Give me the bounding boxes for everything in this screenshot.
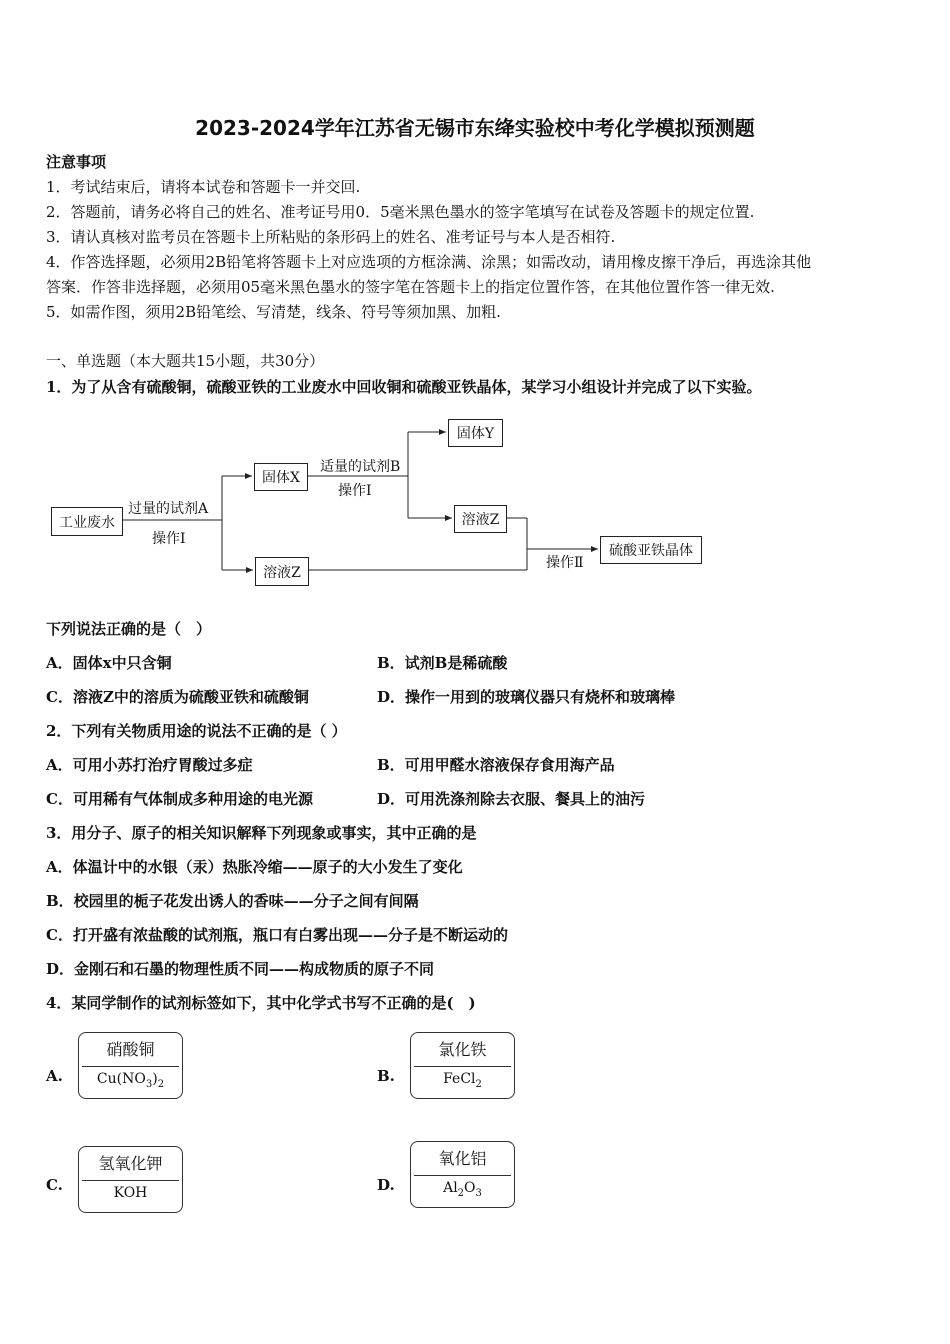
reagent-a-label: 过量的试剂A xyxy=(128,501,209,517)
label-name: 硝酸铜 xyxy=(106,1040,155,1059)
solid-y-box: 固体Y xyxy=(448,419,503,447)
label-divider xyxy=(414,1175,511,1176)
q3-stem: 3．用分子、原子的相关知识解释下列现象或事实，其中正确的是 xyxy=(46,824,477,842)
q4-letter-d: D. xyxy=(377,1176,395,1194)
q1-option-b: B．试剂B是稀硫酸 xyxy=(377,654,508,672)
q3-option-c: C．打开盛有浓盐酸的试剂瓶，瓶口有白雾出现——分子是不断运动的 xyxy=(46,926,508,944)
q1-option-d: D．操作一用到的玻璃仪器只有烧杯和玻璃棒 xyxy=(377,688,676,706)
q2-stem: 2．下列有关物质用途的说法不正确的是（ ） xyxy=(46,722,347,740)
section-heading: 一、单选题（本大题共15小题，共30分） xyxy=(46,352,325,370)
notice-heading: 注意事项 xyxy=(46,153,107,171)
reagent-label-b xyxy=(410,1032,515,1099)
q2-option-a: A．可用小苏打治疗胃酸过多症 xyxy=(46,756,253,774)
label-divider xyxy=(82,1180,179,1181)
q3-option-a: A．体温计中的水银（汞）热胀冷缩——原子的大小发生了变化 xyxy=(46,858,463,876)
label-formula: $Cu(NO_3)_2$ xyxy=(96,1071,165,1090)
q2-option-d: D．可用洗涤剂除去衣服、餐具上的油污 xyxy=(377,790,646,808)
notice-item: 答案．作答非选择题，必须用05毫米黑色墨水的签字笔在答题卡上的指定位置作答，在其他位置作答一律无效. xyxy=(46,278,775,296)
reagent-b-label: 适量的试剂B xyxy=(320,459,401,475)
q4-letter-c: C. xyxy=(46,1176,63,1194)
label-name: 氧化铝 xyxy=(438,1149,487,1168)
q1-stem: 1．为了从含有硫酸铜，硫酸亚铁的工业废水中回收铜和硫酸亚铁晶体，某学习小组设计并完成了以下实验。 xyxy=(46,378,762,396)
reagent-label-c xyxy=(78,1146,183,1213)
solid-x-box: 固体X xyxy=(254,463,308,491)
operation-2-label: 操作Ⅱ xyxy=(546,555,584,571)
operation-label: 操作Ⅰ xyxy=(152,531,186,547)
waste-water-box: 工业废水 xyxy=(51,507,123,536)
q4-letter-b: B. xyxy=(377,1067,395,1085)
label-formula: FeCl$_2$ xyxy=(443,1071,482,1090)
notice-item: 2．答题前，请务必将自己的姓名、准考证号用0．5毫米黑色墨水的签字笔填写在试卷及答题卡的规定位置. xyxy=(46,203,755,221)
q1-option-c: C．溶液Z中的溶质为硫酸亚铁和硫酸铜 xyxy=(46,688,309,706)
q1-option-a: A．固体x中只含铜 xyxy=(46,654,172,672)
notice-item: 5．如需作图，须用2B铅笔绘、写清楚，线条、符号等须加黑、加粗. xyxy=(46,303,501,321)
label-formula: KOH xyxy=(113,1185,148,1201)
label-name: 氢氧化钾 xyxy=(98,1154,163,1173)
operation-label: 操作Ⅰ xyxy=(338,483,372,499)
crystal-box: 硫酸亚铁晶体 xyxy=(600,536,702,564)
q4-stem: 4．某同学制作的试剂标签如下，其中化学式书写不正确的是( ) xyxy=(46,994,476,1012)
label-divider xyxy=(82,1066,179,1067)
solution-z-box: 溶液Z xyxy=(454,505,507,533)
q1-prompt: 下列说法正确的是（ ） xyxy=(46,620,212,638)
page-title: 2023-2024学年江苏省无锡市东绛实验校中考化学模拟预测题 xyxy=(195,116,755,140)
reagent-label-d xyxy=(410,1141,515,1208)
reagent-label-a xyxy=(78,1032,183,1099)
solution-z-box: 溶液Z xyxy=(255,557,309,586)
q2-option-c: C．可用稀有气体制成多种用途的电光源 xyxy=(46,790,313,808)
q2-option-b: B．可用甲醛水溶液保存食用海产品 xyxy=(377,756,615,774)
notice-item: 1．考试结束后，请将本试卷和答题卡一并交回. xyxy=(46,178,361,196)
label-divider xyxy=(414,1066,511,1067)
q4-letter-a: A. xyxy=(46,1067,63,1085)
q3-option-d: D．金刚石和石墨的物理性质不同——构成物质的原子不同 xyxy=(46,960,435,978)
notice-item: 3．请认真核对监考员在答题卡上所粘贴的条形码上的姓名、准考证号与本人是否相符. xyxy=(46,228,616,246)
label-name: 氯化铁 xyxy=(438,1040,487,1059)
label-formula: $Al_2O_3$ xyxy=(443,1180,482,1199)
notice-item: 4．作答选择题，必须用2B铅笔将答题卡上对应选项的方框涂满、涂黑；如需改动，请用橡皮擦干净后，再选涂其他 xyxy=(46,253,812,271)
q3-option-b: B．校园里的栀子花发出诱人的香味——分子之间有间隔 xyxy=(46,892,419,910)
